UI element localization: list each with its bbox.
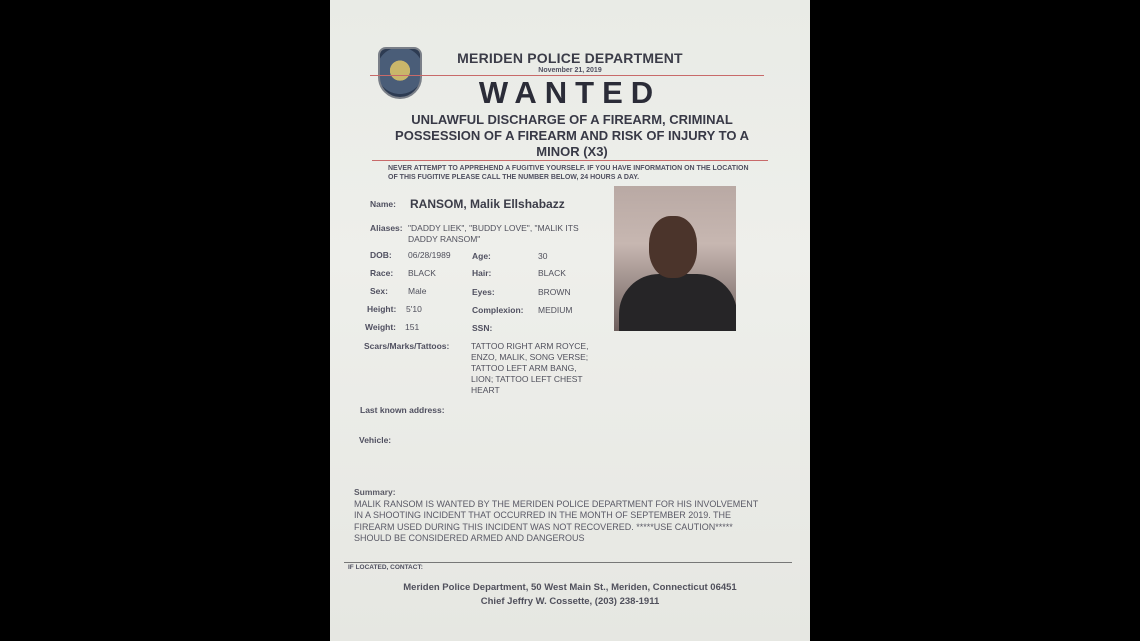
summary-label: Summary: [354, 487, 396, 497]
age-value: 30 [538, 251, 548, 261]
complexion-label: Complexion: [472, 305, 524, 315]
summary-line: FIREARM USED DURING THIS INCIDENT WAS NOT RECOVERED. *****USE CAUTION***** [354, 521, 733, 532]
if-located-label: IF LOCATED, CONTACT: [348, 564, 423, 571]
sex-label: Sex: [370, 286, 388, 296]
height-value: 5'10 [406, 304, 422, 314]
warning-line: NEVER ATTEMPT TO APPREHEND A FUGITIVE YOURSELF. IF YOU HAVE INFORMATION ON THE LOCATION [388, 165, 749, 172]
scars-line: TATTOO LEFT ARM BANG, [471, 363, 577, 373]
sex-value: Male [408, 286, 427, 296]
summary-line: IN A SHOOTING INCIDENT THAT OCCURRED IN THE MONTH OF SEPTEMBER 2019. THE [354, 510, 732, 520]
contact-address: Meriden Police Department, 50 West Main St., Meriden, Connecticut 06451 [403, 582, 737, 593]
height-label: Height: [367, 304, 397, 314]
wanted-heading: WANTED [478, 75, 662, 110]
alias-line: DADDY RANSOM" [408, 234, 481, 244]
summary [354, 487, 784, 545]
dob-label: DOB: [370, 250, 392, 260]
summary-line: SHOULD BE CONSIDERED ARMED AND DANGEROUS [354, 533, 585, 543]
photo-head [649, 216, 697, 278]
scars-line: LION; TATTOO LEFT CHEST [471, 374, 583, 384]
department-title: MERIDEN POLICE DEPARTMENT [457, 50, 683, 66]
wanted-poster-paper [330, 0, 810, 641]
poster-date: November 21, 2019 [538, 67, 602, 74]
scars-line: ENZO, MALIK, SONG VERSE; [471, 352, 589, 362]
weight-label: Weight: [365, 322, 397, 332]
address-label: Last known address: [360, 405, 445, 415]
eyes-value: BROWN [538, 287, 571, 297]
scars-line: TATTOO RIGHT ARM ROYCE, [471, 341, 589, 351]
footer-divider [344, 562, 792, 563]
dob-value: 06/28/1989 [408, 250, 451, 260]
photo-body [619, 274, 736, 331]
scars-line: HEART [471, 385, 500, 395]
scars-label: Scars/Marks/Tattoos: [364, 341, 450, 351]
age-label: Age: [472, 251, 491, 261]
charges-divider [372, 160, 768, 161]
contact-chief-phone: Chief Jeffry W. Cossette, (203) 238-1911 [480, 596, 660, 607]
scars-value [471, 341, 588, 396]
vehicle-label: Vehicle: [359, 435, 392, 445]
alias-line: "DADDY LIEK", "BUDDY LOVE", "MALIK ITS [408, 223, 579, 233]
complexion-value: MEDIUM [538, 305, 573, 315]
hair-label: Hair: [472, 268, 492, 278]
charge-line: POSSESSION OF A FIREARM AND RISK OF INJURY TO A [395, 128, 749, 143]
eyes-label: Eyes: [472, 287, 495, 297]
weight-value: 151 [405, 322, 420, 332]
charge-line: UNLAWFUL DISCHARGE OF A FIREARM, CRIMINAL [411, 112, 733, 127]
summary-line: MALIK RANSOM IS WANTED BY THE MERIDEN POLICE DEPARTMENT FOR HIS INVOLVEMENT [354, 498, 759, 509]
charges [374, 112, 770, 160]
wanted-poster [330, 0, 810, 641]
hair-value: BLACK [538, 268, 566, 278]
warning-line: OF THIS FUGITIVE PLEASE CALL THE NUMBER BELOW, 24 HOURS A DAY. [388, 174, 640, 181]
apprehension-warning [388, 164, 768, 182]
race-value: BLACK [408, 268, 436, 278]
suspect-photo [614, 186, 736, 331]
ssn-label: SSN: [472, 323, 493, 333]
charge-line: MINOR (X3) [536, 144, 608, 159]
aliases-label: Aliases: [370, 223, 403, 233]
suspect-name: RANSOM, Malik Ellshabazz [410, 197, 565, 211]
aliases-value [408, 223, 579, 245]
name-label: Name: [370, 199, 396, 209]
race-label: Race: [370, 268, 394, 278]
